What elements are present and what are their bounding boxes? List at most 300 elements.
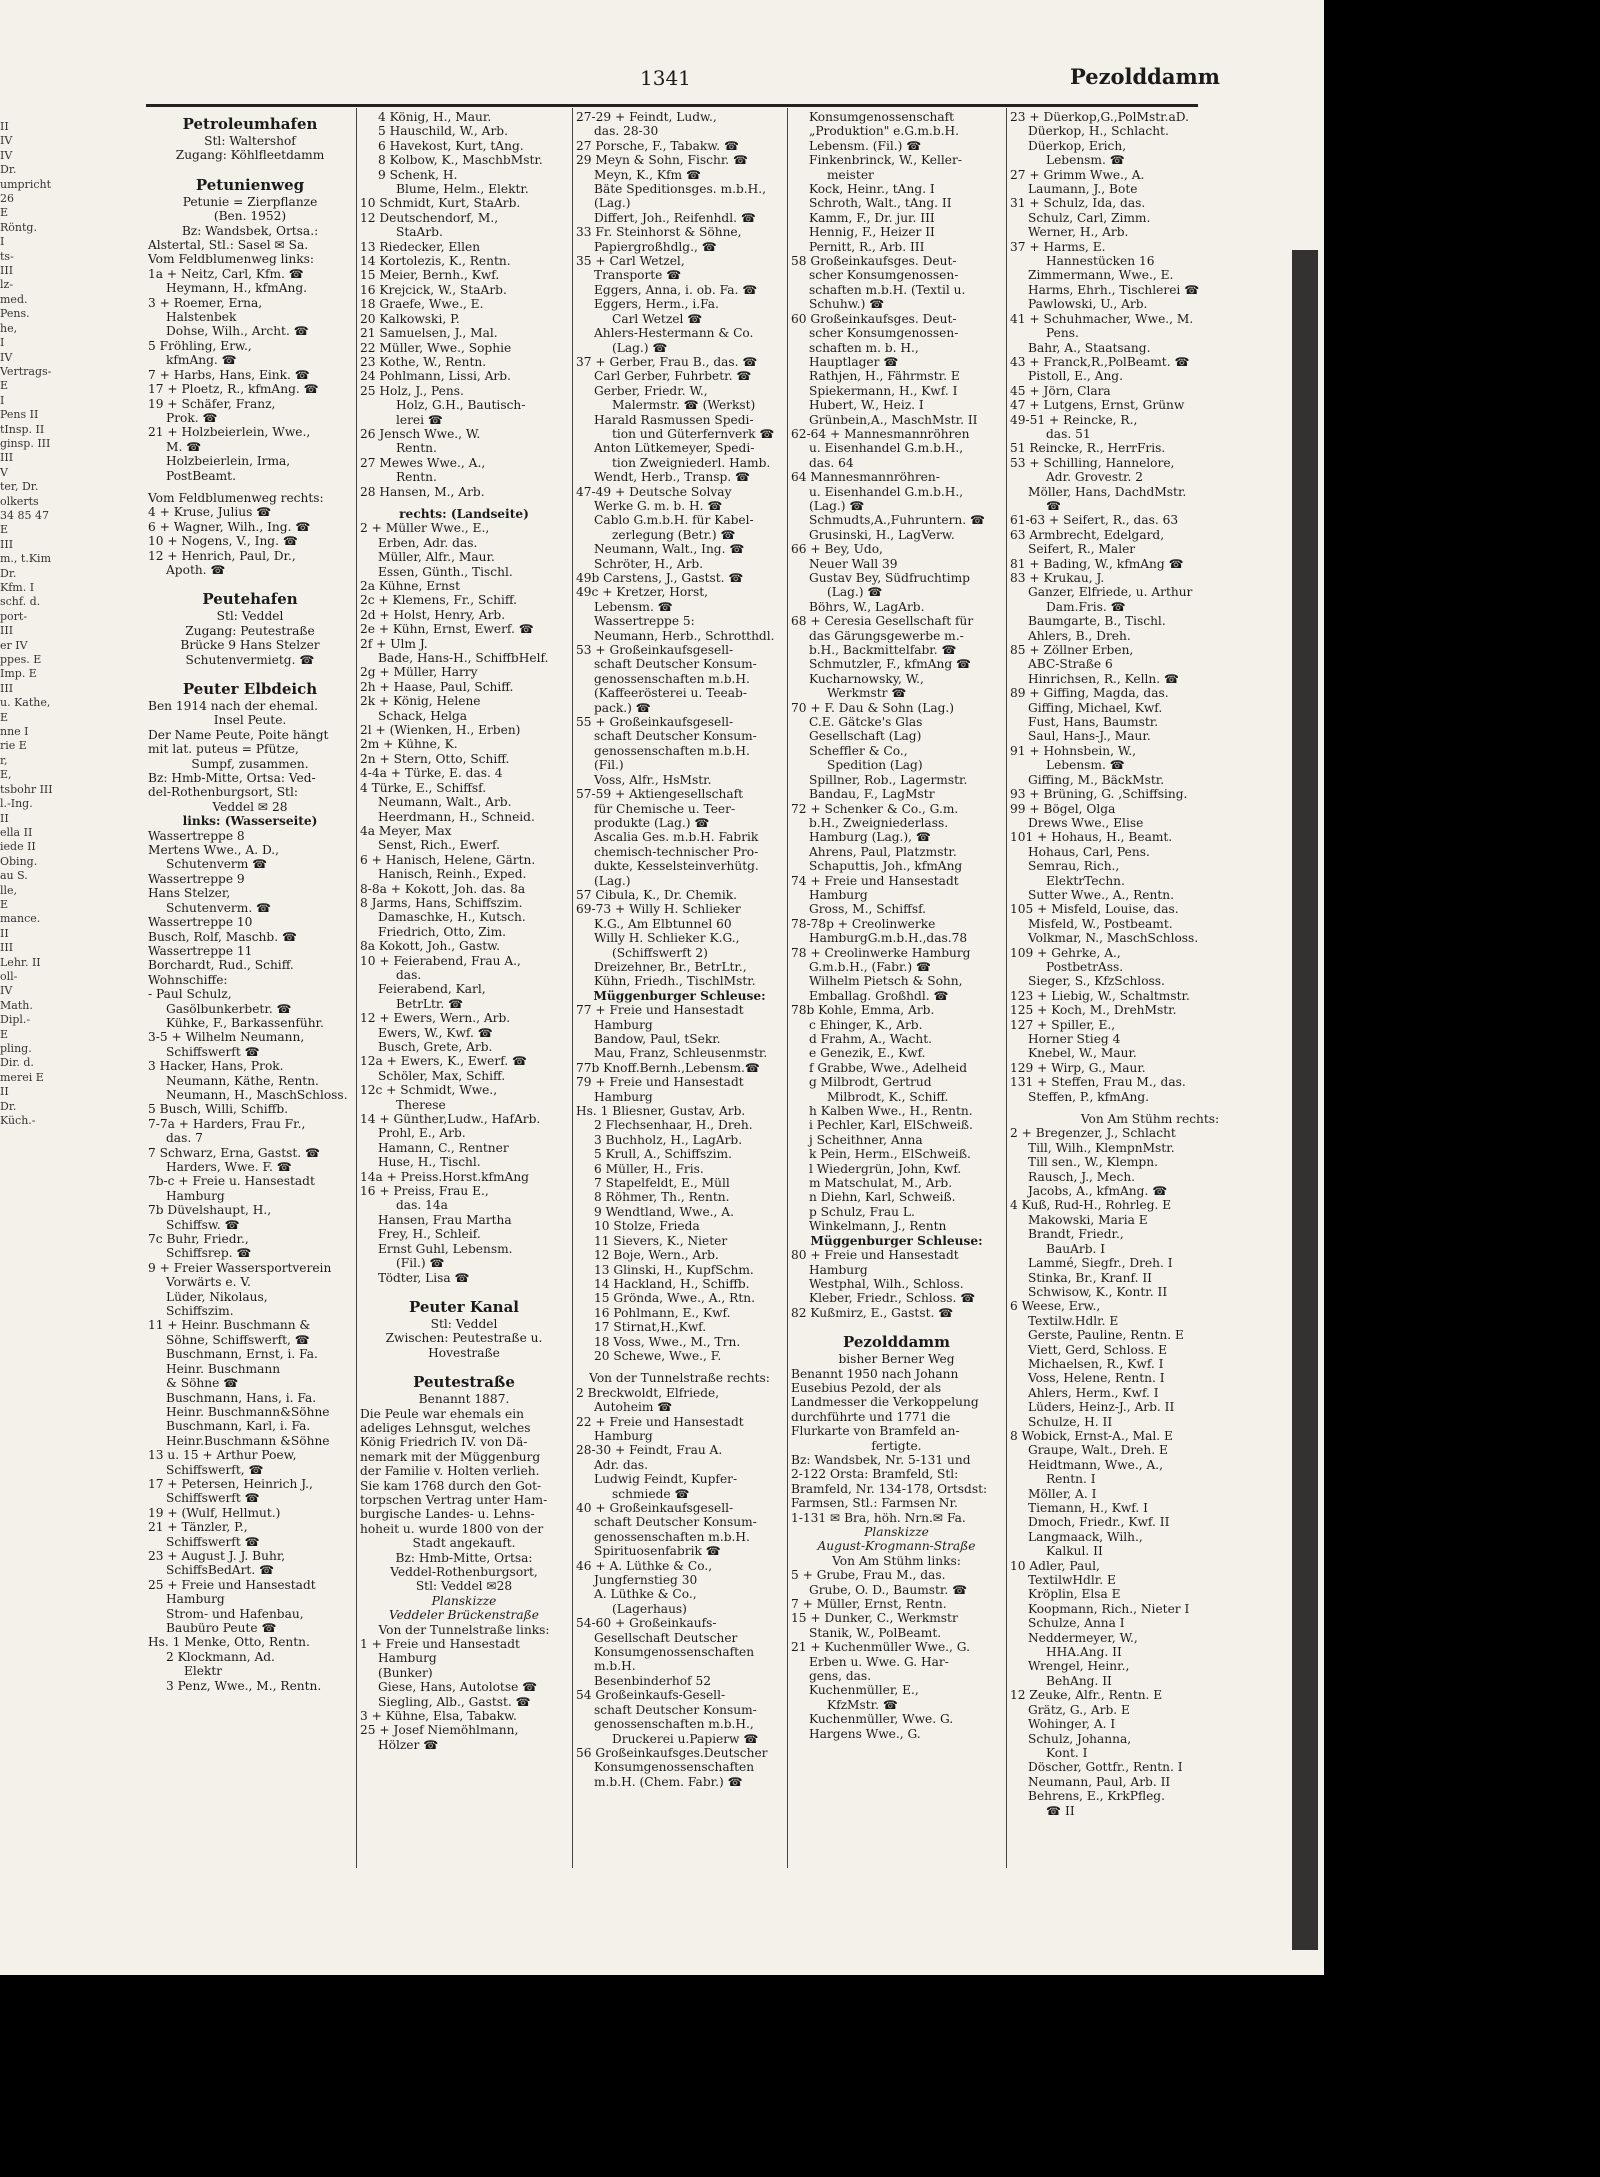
directory-line: 12 + Henrich, Paul, Dr.,	[148, 548, 296, 563]
directory-line: fertigte.	[871, 1438, 922, 1453]
directory-line: das. 14a	[396, 1198, 448, 1213]
directory-line: Transporte ☎	[594, 268, 682, 283]
directory-line: 72 + Schenker & Co., G.m.	[791, 801, 959, 816]
directory-line: Bandow, Paul, tSekr.	[594, 1032, 721, 1046]
directory-line: BauArb. I	[1046, 1241, 1106, 1256]
edge-fragment: E	[0, 897, 9, 911]
directory-line: 46 + A. Lüthke & Co.,	[576, 1558, 713, 1573]
directory-line: ☎ II	[1046, 1803, 1075, 1818]
directory-line: (Lag.) ☎	[612, 340, 668, 355]
directory-line: Kühke, F., Barkassenführ.	[166, 1015, 324, 1030]
spacer	[360, 1360, 568, 1368]
edge-fragment: III	[0, 451, 14, 465]
directory-line: Pawlowski, U., Arb.	[1028, 297, 1148, 312]
directory-line: 4 Türke, E., Schiffsf.	[360, 780, 487, 795]
directory-line: Werke G. m. b. H. ☎	[594, 498, 723, 513]
directory-line: 9 Schenk, H.	[378, 167, 458, 182]
directory-line: Rentn.	[396, 441, 437, 456]
spacer	[148, 163, 352, 171]
header-rule	[146, 104, 1198, 107]
directory-line: Vom Feldblumenweg rechts:	[148, 490, 324, 505]
directory-line: 2-122 Orsta: Bramfeld, Stl:	[791, 1467, 959, 1482]
directory-line: der Familie v. Holten verlieh.	[360, 1464, 540, 1479]
directory-line: 27 Mewes Wwe., A.,	[360, 455, 486, 470]
directory-line: 49-51 + Reincke, R.,	[1010, 412, 1138, 427]
directory-line: rechts: (Landseite)	[399, 506, 529, 521]
directory-line: schaft Deutscher Konsum-	[594, 729, 757, 744]
directory-line: Ascalia Ges. m.b.H. Fabrik	[594, 830, 759, 845]
directory-line: Ewers, W., Kwf. ☎	[378, 1025, 493, 1040]
directory-line: links: (Wasserseite)	[182, 814, 318, 829]
directory-line: Makowski, Maria E	[1028, 1212, 1148, 1227]
directory-line: Rentn. I	[1046, 1472, 1096, 1487]
directory-line: Böhrs, W., LagArb.	[809, 599, 925, 614]
directory-line: Hamburg	[809, 887, 868, 902]
directory-line: Westphal, Wilh., Schloss.	[809, 1276, 964, 1291]
directory-line: Neumann, Walt., Arb.	[378, 795, 512, 810]
directory-line: 7b Düvelshaupt, H.,	[148, 1203, 272, 1218]
directory-line: KfzMstr. ☎	[827, 1697, 899, 1712]
directory-line: Grünbein,A., MaschMstr. II	[809, 412, 978, 427]
directory-line: 4 + Kruse, Julius ☎	[148, 505, 272, 520]
directory-line: Jacobs, A., kfmAng. ☎	[1028, 1184, 1168, 1199]
directory-line: Anton Lütkemeyer, Spedi-	[594, 441, 755, 456]
directory-line: Hans Stelzer,	[148, 886, 231, 901]
directory-line: das. 7	[166, 1131, 203, 1146]
directory-line: 18 Graefe, Wwe., E.	[360, 297, 484, 312]
street-heading: Peutehafen	[202, 590, 298, 609]
directory-line: Mertens Wwe., A. D.,	[148, 843, 280, 858]
directory-line: Koopmann, Rich., Nieter I	[1028, 1601, 1190, 1616]
directory-line: Kont. I	[1046, 1745, 1088, 1760]
directory-line: das. 51	[1046, 426, 1091, 441]
directory-line: 60 Großeinkaufsges. Deut-	[791, 311, 957, 326]
directory-line: & Söhne ☎	[166, 1376, 239, 1391]
directory-line: Heinr. Buschmann&Söhne	[166, 1404, 330, 1419]
directory-line: 2m + Kühne, K.	[360, 737, 458, 752]
directory-line: tion und Güterfernverk ☎	[612, 426, 775, 441]
edge-fragment: I	[0, 235, 5, 249]
directory-line: 4 Kuß, Rud-H., Rohrleg. E	[1010, 1198, 1172, 1213]
directory-line: Pens.	[1046, 326, 1079, 341]
directory-line: 83 + Krukau, J.	[1010, 571, 1105, 585]
directory-line: Hargens Wwe., G.	[809, 1726, 921, 1741]
directory-line: Ahlers, B., Dreh.	[1028, 628, 1131, 643]
edge-fragment: schf. d.	[0, 595, 41, 609]
column-2	[360, 110, 568, 1870]
directory-line: Scheffler & Co.,	[809, 743, 908, 758]
directory-line: 14 + Günther,Ludw., HafArb.	[360, 1112, 541, 1127]
directory-line: Buschmann, Ernst, i. Fa.	[166, 1347, 318, 1362]
directory-line: Buschmann, Hans, i. Fa.	[166, 1390, 317, 1405]
directory-line: Flurkarte von Bramfeld an-	[791, 1424, 960, 1439]
directory-line: Werner, H., Arb.	[1028, 225, 1129, 240]
edge-fragment: Dipl.-	[0, 1013, 31, 1027]
directory-line: 55 + Großeinkaufsgesell-	[576, 715, 734, 730]
directory-line: Neumann, H., MaschSchloss.	[166, 1087, 348, 1102]
directory-line: dukte, Kesselsteinverhütg.	[594, 859, 759, 874]
directory-line: i Pechler, Karl, ElSchweiß.	[809, 1118, 973, 1133]
street-heading: Petroleumhafen	[182, 115, 318, 133]
directory-line: Hs. 1 Menke, Otto, Rentn.	[148, 1635, 310, 1650]
directory-line: Schmutzler, F., kfmAng ☎	[809, 657, 972, 672]
directory-line: 78b Kohle, Emma, Arb.	[791, 1003, 935, 1018]
directory-line: das.	[396, 967, 422, 982]
directory-line: n Diehn, Karl, Schweiß.	[809, 1190, 956, 1205]
directory-line: Bäte Speditionsges. m.b.H.,	[594, 182, 767, 197]
directory-line: Ganzer, Elfriede, u. Arthur	[1028, 585, 1193, 600]
directory-line: Buschmann, Karl, i. Fa.	[166, 1419, 311, 1434]
directory-line: Gerste, Pauline, Rentn. E	[1028, 1328, 1184, 1343]
edge-fragment: III	[0, 264, 14, 278]
directory-line: Willy H. Schlieker K.G.,	[594, 931, 740, 946]
edge-fragment: E	[0, 379, 9, 393]
directory-line: Kröplin, Elsa E	[1028, 1587, 1121, 1602]
directory-line: Schiffswerft, ☎	[166, 1462, 264, 1477]
directory-line: Therese	[396, 1097, 446, 1112]
directory-line: 40 + Großeinkaufsgesell-	[576, 1501, 734, 1515]
edge-fragment: lle,	[0, 883, 18, 897]
directory-line: Adr. das.	[594, 1457, 649, 1472]
directory-line: u. Eisenhandel G.m.b.H.,	[809, 484, 964, 499]
directory-line: Bramfeld, Nr. 134-178, Ortsdst:	[791, 1481, 988, 1496]
directory-line: bisher Berner Weg	[838, 1352, 955, 1367]
directory-line: PostBeamt.	[166, 468, 236, 483]
directory-line: Malermstr. ☎ (Werkst)	[612, 398, 756, 413]
directory-line: Harald Rasmussen Spedi-	[594, 412, 754, 427]
directory-line: 4a Meyer, Max	[360, 823, 452, 838]
directory-line: 99 + Bögel, Olga	[1010, 801, 1116, 816]
directory-line: 37 + Harms, E.	[1010, 239, 1106, 254]
directory-line: 5 Fröhling, Erw.,	[148, 338, 252, 353]
directory-line: schaften m. b. H.,	[809, 340, 919, 355]
directory-line: Schulz, Carl, Zimm.	[1028, 210, 1151, 225]
directory-line: Senst, Rich., Ewerf.	[378, 838, 500, 853]
left-page-edge	[0, 120, 53, 1820]
directory-line: burgische Landes- u. Lehns-	[360, 1507, 535, 1522]
directory-line: Brücke 9 Hans Stelzer	[180, 638, 320, 653]
directory-line: 78-78p + Creolinwerke	[791, 916, 936, 931]
directory-line: Dohse, Wilh., Archt. ☎	[166, 324, 309, 339]
directory-line: Müller, Alfr., Maur.	[378, 550, 495, 565]
directory-line: Till, Wilh., KlempnMstr.	[1028, 1140, 1175, 1155]
directory-line: Schiffsrep. ☎	[166, 1246, 252, 1261]
directory-line: Kucharnowsky, W.,	[809, 671, 924, 686]
directory-line: f Grabbe, Wwe., Adelheid	[809, 1060, 968, 1075]
directory-line: Müggenburger Schleuse:	[593, 988, 766, 1003]
directory-line: Spillner, Rob., Lagermstr.	[809, 772, 968, 787]
directory-line: Feierabend, Karl,	[378, 982, 486, 997]
directory-line: 12 Boje, Wern., Arb.	[594, 1248, 719, 1263]
edge-fragment: Vertrags-	[0, 364, 52, 378]
directory-line: mit lat. puteus = Pfütze,	[148, 742, 299, 757]
directory-line: 7 + Harbs, Hans, Eink. ☎	[148, 367, 310, 382]
directory-line: das Gärungsgewerbe m.-	[809, 628, 964, 643]
directory-line: Prok. ☎	[166, 410, 218, 425]
column-5	[1010, 110, 1290, 1870]
directory-line: Bahr, A., Staatsang.	[1028, 340, 1151, 355]
directory-line: 6 Havekost, Kurt, tAng.	[378, 138, 524, 153]
directory-line: Baubüro Peute ☎	[166, 1621, 277, 1635]
column-4	[791, 110, 1002, 1870]
directory-line: 54 Großeinkaufs-Gesell-	[576, 1688, 726, 1703]
directory-line: meister	[827, 167, 874, 182]
directory-line: 7 Stapelfeldt, E., Müll	[594, 1176, 730, 1191]
directory-line: (Kaffeerösterei u. Teeab-	[594, 686, 747, 701]
directory-line: Kuchenmüller, E.,	[809, 1683, 919, 1698]
directory-line: Harders, Wwe. F. ☎	[166, 1160, 292, 1174]
directory-line: 3 + Roemer, Erna,	[148, 295, 263, 310]
edge-fragment: tsbohr III	[0, 782, 53, 796]
directory-line: Konsumgenossenschaften	[594, 1760, 755, 1775]
directory-line: Schutenvermietg. ☎	[185, 652, 315, 667]
directory-line: 8 Jarms, Hans, Schiffszim.	[360, 895, 523, 910]
directory-line: Bz: Hmb-Mitte, Ortsa: Ved-	[148, 771, 316, 786]
directory-line: Giffing, Michael, Kwf.	[1028, 700, 1163, 715]
directory-line: Borchardt, Rud., Schiff.	[148, 958, 294, 973]
directory-line: Ben 1914 nach der ehemal.	[148, 699, 319, 713]
directory-line: Pistoll, E., Ang.	[1028, 369, 1123, 384]
directory-line: Hauptlager ☎	[809, 354, 899, 369]
directory-line: 12c + Schmidt, Wwe.,	[360, 1083, 498, 1098]
directory-line: 7b-c + Freie u. Hansestadt	[148, 1174, 315, 1189]
directory-line: 53 + Großeinkaufsgesell-	[576, 643, 734, 658]
directory-line: genossenschaften m.b.H.,	[594, 1717, 754, 1732]
directory-line: 3 Buchholz, H., LagArb.	[594, 1132, 743, 1147]
directory-line: 58 Großeinkaufsges. Deut-	[791, 254, 957, 269]
directory-line: genossenschaften m.b.H.	[594, 743, 750, 758]
directory-line: schaften m.b.H. (Textil u.	[809, 282, 966, 297]
directory-line: Heinr.Buschmann &Söhne	[166, 1433, 330, 1448]
directory-line: HHA.Ang. II	[1046, 1645, 1122, 1660]
scan-background-right	[1324, 0, 1600, 2177]
spacer	[576, 1363, 783, 1371]
directory-line: Neumann, Walt., Ing. ☎	[594, 542, 745, 557]
directory-line: 10 + Feierabend, Frau A.,	[360, 953, 521, 968]
directory-line: August-Krogmann-Straße	[817, 1539, 976, 1554]
directory-line: 16 Krejcick, W., StaArb.	[360, 282, 507, 297]
directory-line: lerei ☎	[396, 412, 444, 427]
directory-line: Emballag. Großhdl. ☎	[809, 988, 949, 1003]
directory-line: 7 + Müller, Ernst, Rentn.	[791, 1597, 947, 1612]
edge-fragment: Pens II	[0, 408, 39, 422]
directory-line: 5 Krull, A., Schiffszim.	[594, 1147, 732, 1162]
directory-line: Kock, Heinr., tAng. I	[809, 182, 935, 197]
edge-fragment: r,	[0, 753, 8, 767]
directory-line: genossenschaften m.b.H.	[594, 1529, 750, 1544]
directory-line: e Genezik, E., Kwf.	[809, 1046, 926, 1061]
directory-line: 3-5 + Wilhelm Neumann,	[148, 1030, 305, 1045]
directory-line: Hamann, C., Rentner	[378, 1140, 509, 1155]
edge-fragment: I	[0, 393, 5, 407]
edge-fragment: 34 85 47	[0, 508, 49, 522]
directory-line: Gross, M., Schiffsf.	[809, 902, 927, 917]
directory-line: Eggers, Anna, i. ob. Fa. ☎	[594, 282, 758, 297]
directory-line: Ahrens, Paul, Platzmstr.	[809, 844, 957, 859]
edge-fragment: E,	[0, 768, 12, 782]
directory-line: m Matschulat, M., Arb.	[809, 1176, 953, 1191]
directory-line: SchiffsBedArt. ☎	[166, 1563, 275, 1578]
edge-fragment: IV	[0, 148, 13, 162]
directory-line: Sieger, S., KfzSchloss.	[1028, 974, 1165, 989]
directory-line: 7 Schwarz, Erna, Gastst. ☎	[148, 1145, 321, 1160]
directory-line: Hubert, W., Heiz. I	[809, 398, 924, 413]
edge-fragment: Pens.	[0, 307, 30, 321]
directory-line: Stanik, W., PolBeamt.	[809, 1625, 942, 1640]
directory-line: c Ehinger, K., Arb.	[809, 1017, 923, 1032]
directory-line: durchführte und 1771 die	[791, 1409, 951, 1424]
directory-line: 2d + Holst, Henry, Arb.	[360, 607, 506, 622]
directory-line: 85 + Zöllner Erben,	[1010, 643, 1134, 658]
edge-fragment: Kfm. I	[0, 581, 35, 594]
directory-line: 9 Wendtland, Wwe., A.	[594, 1204, 734, 1219]
directory-line: Veddel-Rothenburgsort,	[390, 1565, 538, 1579]
edge-fragment: E	[0, 1027, 9, 1041]
directory-line: Wrengel, Heinr.,	[1028, 1659, 1130, 1674]
directory-line: pack.) ☎	[594, 700, 651, 715]
directory-line: 101 + Hohaus, H., Beamt.	[1010, 830, 1173, 845]
directory-line: PostbetrAss.	[1046, 959, 1124, 974]
directory-line: Die Peule war ehemals ein	[360, 1406, 524, 1421]
directory-line: 6 Weese, Erw.,	[1010, 1299, 1101, 1314]
directory-line: Düerkop, Erich,	[1028, 138, 1127, 153]
directory-line: Graupe, Walt., Dreh. E	[1028, 1443, 1168, 1458]
directory-line: Saul, Hans-J., Maur.	[1028, 729, 1151, 744]
edge-fragment: Dir. d.	[0, 1056, 34, 1070]
directory-line: Tödter, Lisa ☎	[378, 1270, 470, 1285]
directory-line: 5 Busch, Willi, Schiffb.	[148, 1102, 289, 1117]
directory-line: Essen, Günth., Tischl.	[378, 564, 513, 579]
directory-line: 77 + Freie und Hansestadt	[576, 1003, 744, 1018]
directory-line: Schiffszim.	[166, 1304, 234, 1319]
edge-fragment: med.	[0, 292, 28, 306]
street-heading: Petunienweg	[195, 175, 305, 194]
edge-fragment: II	[0, 120, 9, 133]
directory-line: 109 + Gehrke, A.,	[1010, 945, 1121, 960]
directory-line: Grusinski, H., LagVerw.	[809, 527, 955, 542]
directory-line: Siegling, Alb., Gastst. ☎	[378, 1694, 531, 1709]
directory-line: Hanisch, Reinh., Exped.	[378, 867, 527, 882]
directory-line: Wassertreppe 8	[148, 828, 245, 843]
directory-line: (Bunker)	[378, 1665, 433, 1680]
directory-line: Knebel, W., Maur.	[1028, 1046, 1137, 1061]
directory-line: Spedition (Lag)	[827, 758, 923, 773]
directory-line: Tiemann, H., Kwf. I	[1028, 1501, 1148, 1515]
directory-line: Fust, Hans, Baumstr.	[1028, 715, 1159, 730]
directory-line: Neumann, Käthe, Rentn.	[166, 1073, 319, 1088]
edge-fragment: ppes. E	[0, 653, 42, 667]
directory-line: Schröter, H., Arb.	[594, 556, 704, 571]
directory-line: Finkenbrinck, W., Keller-	[809, 153, 962, 168]
edge-fragment: m., t.Kim	[0, 552, 52, 566]
directory-line: 47-49 + Deutsche Solvay	[576, 484, 732, 499]
directory-line: 10 Adler, Paul,	[1010, 1558, 1100, 1573]
directory-line: A. Lüthke & Co.,	[594, 1587, 697, 1602]
directory-line: Hamburg (Lag.), ☎	[809, 830, 932, 845]
directory-line: Wendt, Herb., Transp. ☎	[594, 470, 751, 485]
edge-fragment: Dr.	[0, 566, 17, 580]
directory-line: 31 + Schulz, Ida, das.	[1010, 196, 1146, 211]
directory-line: 105 + Misfeld, Louise, das.	[1010, 902, 1179, 917]
directory-line: Landmesser die Verkoppelung	[791, 1395, 979, 1410]
directory-line: 26 Jensch Wwe., W.	[360, 426, 481, 441]
directory-line: Busch, Rolf, Maschb. ☎	[148, 929, 298, 944]
directory-line: Giese, Hans, Autolotse ☎	[378, 1680, 538, 1695]
directory-line: 27-29 + Feindt, Ludw.,	[576, 110, 717, 124]
edge-fragment: ginsp. III	[0, 436, 51, 450]
directory-line: (Ben. 1952)	[213, 209, 287, 224]
directory-line: Gustav Bey, Südfruchtimp	[809, 571, 970, 585]
edge-fragment: er IV	[0, 638, 28, 652]
directory-line: Hannestücken 16	[1046, 254, 1155, 269]
directory-line: 2 Klockmann, Ad.	[166, 1649, 275, 1664]
directory-line: Baumgarte, B., Tischl.	[1028, 614, 1166, 629]
directory-line: Lüder, Nikolaus,	[166, 1289, 268, 1304]
directory-line: (Schiffswerft 2)	[612, 945, 708, 960]
directory-line: torpschen Vertrag unter Ham-	[360, 1492, 548, 1507]
directory-line: Heymann, H., kfmAng.	[166, 281, 308, 296]
edge-fragment: tInsp. II	[0, 422, 45, 436]
directory-line: Schöler, Max, Schiff.	[378, 1068, 506, 1083]
street-heading: Peuter Kanal	[408, 1297, 519, 1316]
directory-line: 2 + Bregenzer, J., Schlacht	[1010, 1126, 1176, 1141]
directory-line: 23 + August J. J. Buhr,	[148, 1548, 286, 1563]
directory-line: 2 Flechsenhaar, H., Dreh.	[594, 1118, 753, 1133]
directory-line: Konsumgenossenschaft	[809, 110, 954, 124]
directory-line: 43 + Franck,R.,PolBeamt. ☎	[1010, 354, 1190, 369]
directory-line: Hamburg	[594, 1017, 653, 1032]
directory-line: Schiffsw. ☎	[166, 1217, 240, 1232]
directory-line: Kuchenmüller, Wwe. G.	[809, 1712, 954, 1727]
directory-line: 47 + Lutgens, Ernst, Grünw	[1010, 398, 1185, 413]
directory-line: Schroth, Walt., tAng. II	[809, 196, 952, 211]
directory-line: Steffen, P., kfmAng.	[1028, 1089, 1150, 1104]
directory-line: (Lag.) ☎	[827, 585, 883, 600]
directory-line: Lebensm. ☎	[594, 599, 673, 614]
directory-line: Ernst Guhl, Lebensm.	[378, 1241, 513, 1256]
directory-line: 49b Carstens, J., Gastst. ☎	[576, 571, 744, 585]
directory-line: Hamburg	[594, 1428, 653, 1443]
directory-line: Heidtmann, Wwe., A.,	[1028, 1457, 1164, 1472]
directory-line: hoheit u. wurde 1800 von der	[360, 1521, 544, 1536]
directory-line: Bade, Hans-H., SchiffbHelf.	[378, 651, 549, 666]
directory-line: 54-60 + Großeinkaufs-	[576, 1616, 717, 1631]
directory-line: Harms, Ehrh., Tischlerei ☎	[1028, 282, 1200, 297]
directory-line: 45 + Jörn, Clara	[1010, 383, 1111, 398]
directory-line: 28-30 + Feindt, Frau A.	[576, 1443, 723, 1458]
directory-line: Hs. 1 Bliesner, Gustav, Arb.	[576, 1104, 746, 1119]
directory-line: 28 Hansen, M., Arb.	[360, 484, 485, 499]
directory-line: G.m.b.H., (Fabr.) ☎	[809, 959, 932, 974]
directory-line: Schwisow, K., Kontr. II	[1028, 1284, 1168, 1299]
edge-fragment: pling.	[0, 1042, 32, 1055]
directory-line: b.H., Backmittelfabr. ☎	[809, 643, 957, 658]
directory-line: 2l + (Wienken, H., Erben)	[360, 723, 521, 738]
directory-line: Gasölbunkerbetr. ☎	[166, 1001, 292, 1016]
directory-line: 3 Hacker, Hans, Prok.	[148, 1059, 284, 1074]
directory-line: Kühn, Friedh., TischlMstr.	[594, 974, 756, 989]
directory-line: 56 Großeinkaufsges.Deutscher	[576, 1745, 768, 1760]
edge-fragment: iede II	[0, 840, 36, 854]
directory-line: 91 + Hohnsbein, W.,	[1010, 743, 1137, 758]
directory-line: 15 Meier, Bernh., Kwf.	[360, 268, 500, 283]
edge-fragment: Dr.	[0, 163, 17, 177]
directory-line: 2 + Müller Wwe., E.,	[360, 521, 490, 536]
directory-line: 25 Holz, J., Pens.	[360, 383, 464, 398]
directory-line: Holzbeierlein, Irma,	[166, 454, 291, 469]
edge-fragment: III	[0, 537, 14, 551]
edge-fragment: Math.	[0, 998, 33, 1012]
